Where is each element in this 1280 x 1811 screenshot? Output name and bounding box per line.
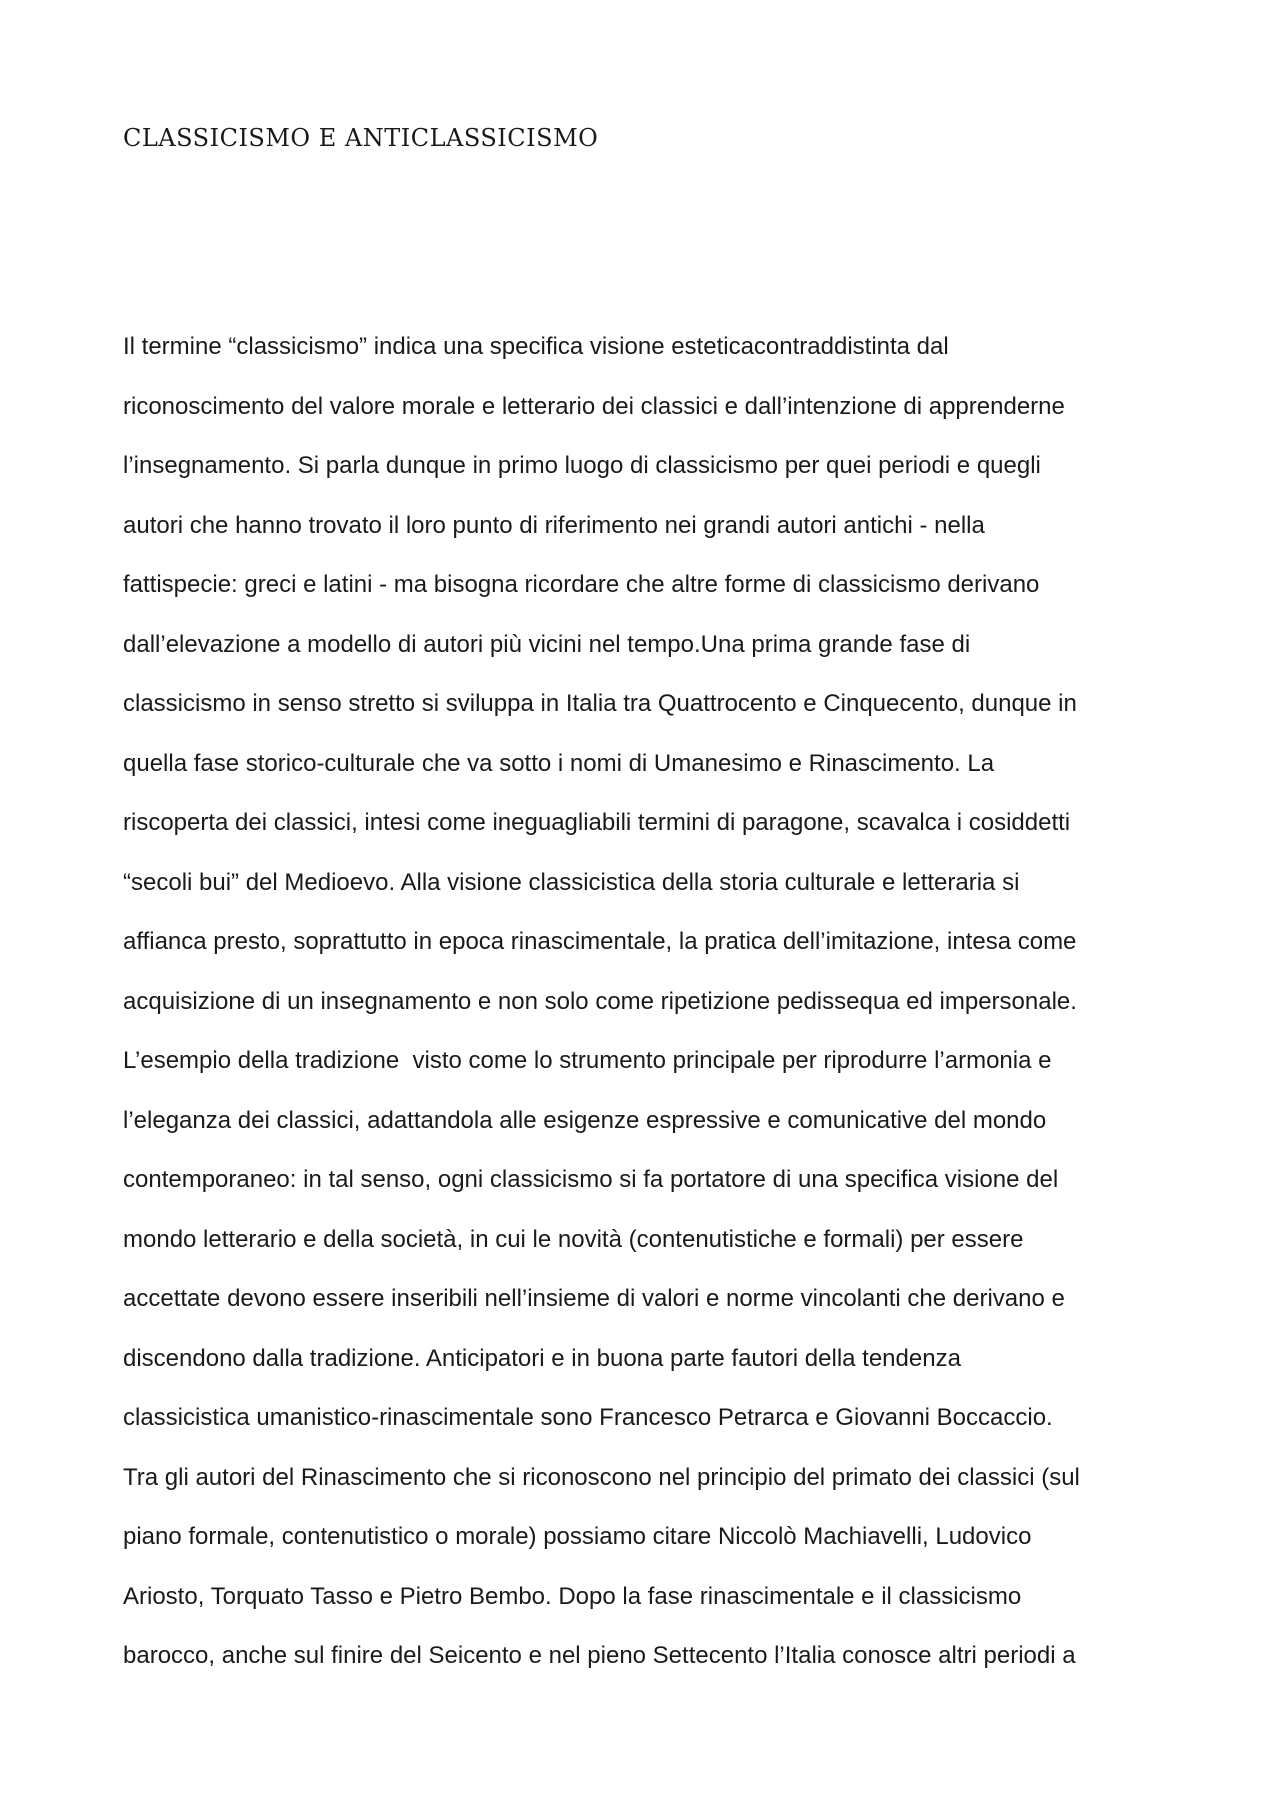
body-line: barocco, anche sul finire del Seicento e nel pieno Settecento l’Italia conosce altri periodi a [123, 1642, 1076, 1669]
document-body [123, 327, 1183, 1696]
body-line: acquisizione di un insegnamento e non solo come ripetizione pedissequa ed impersonale. [123, 987, 1077, 1015]
body-line: classicismo in senso stretto si sviluppa in Italia tra Quattrocento e Cinquecento, dunque in [123, 690, 1077, 717]
body-line: Il termine “classicismo” indica una specifica visione esteticacontraddistinta dal [123, 333, 949, 360]
body-line: quella fase storico-culturale che va sotto i nomi di Umanesimo e Rinascimento. La [123, 749, 995, 777]
body-line: affianca presto, soprattutto in epoca rinascimentale, la pratica dell’imitazione, intesa come [123, 928, 1077, 955]
body-line: Tra gli autori del Rinascimento che si riconoscono nel principio del primato dei classici (sul [123, 1463, 1080, 1491]
body-line: l’insegnamento. Si parla dunque in primo luogo di classicismo per quei periodi e quegli [123, 452, 1041, 479]
body-line: mondo letterario e della società, in cui le novità (contenutistiche e formali) per essere [123, 1225, 1024, 1253]
body-line: riconoscimento del valore morale e letterario dei classici e dall’intenzione di apprenderne [123, 392, 1065, 420]
body-line: fattispecie: greci e latini - ma bisogna ricordare che altre forme di classicismo derivano [123, 571, 1040, 598]
body-line: contemporaneo: in tal senso, ogni classicismo si fa portatore di una specifica visione del [123, 1166, 1059, 1193]
body-line: discendono dalla tradizione. Anticipatori e in buona parte fautori della tendenza [123, 1344, 961, 1372]
body-line: dall’elevazione a modello di autori più vicini nel tempo.Una prima grande fase di [123, 630, 971, 658]
body-line: Ariosto, Torquato Tasso e Pietro Bembo. Dopo la fase rinascimentale e il classicismo [123, 1582, 1022, 1610]
body-line: L’esempio della tradizione visto come lo strumento principale per riprodurre l’armonia e [123, 1047, 1052, 1074]
body-line: accettate devono essere inseribili nell’insieme di valori e norme vincolanti che derivano e [123, 1285, 1065, 1312]
body-line: l’eleganza dei classici, adattandola alle esigenze espressive e comunicative del mondo [123, 1106, 1047, 1134]
document-title: CLASSICISMO E ANTICLASSICISMO [123, 124, 599, 152]
body-line: “secoli bui” del Medioevo. Alla visione classicistica della storia culturale e letteraria si [123, 868, 1020, 896]
body-line: riscoperta dei classici, intesi come ineguagliabili termini di paragone, scavalca i cosiddetti [123, 809, 1071, 836]
body-line: piano formale, contenutistico o morale) possiamo citare Niccolò Machiavelli, Ludovico [123, 1523, 1032, 1550]
body-line: autori che hanno trovato il loro punto di riferimento nei grandi autori antichi - nella [123, 511, 985, 539]
body-line: classicistica umanistico-rinascimentale sono Francesco Petrarca e Giovanni Boccaccio. [123, 1404, 1053, 1431]
